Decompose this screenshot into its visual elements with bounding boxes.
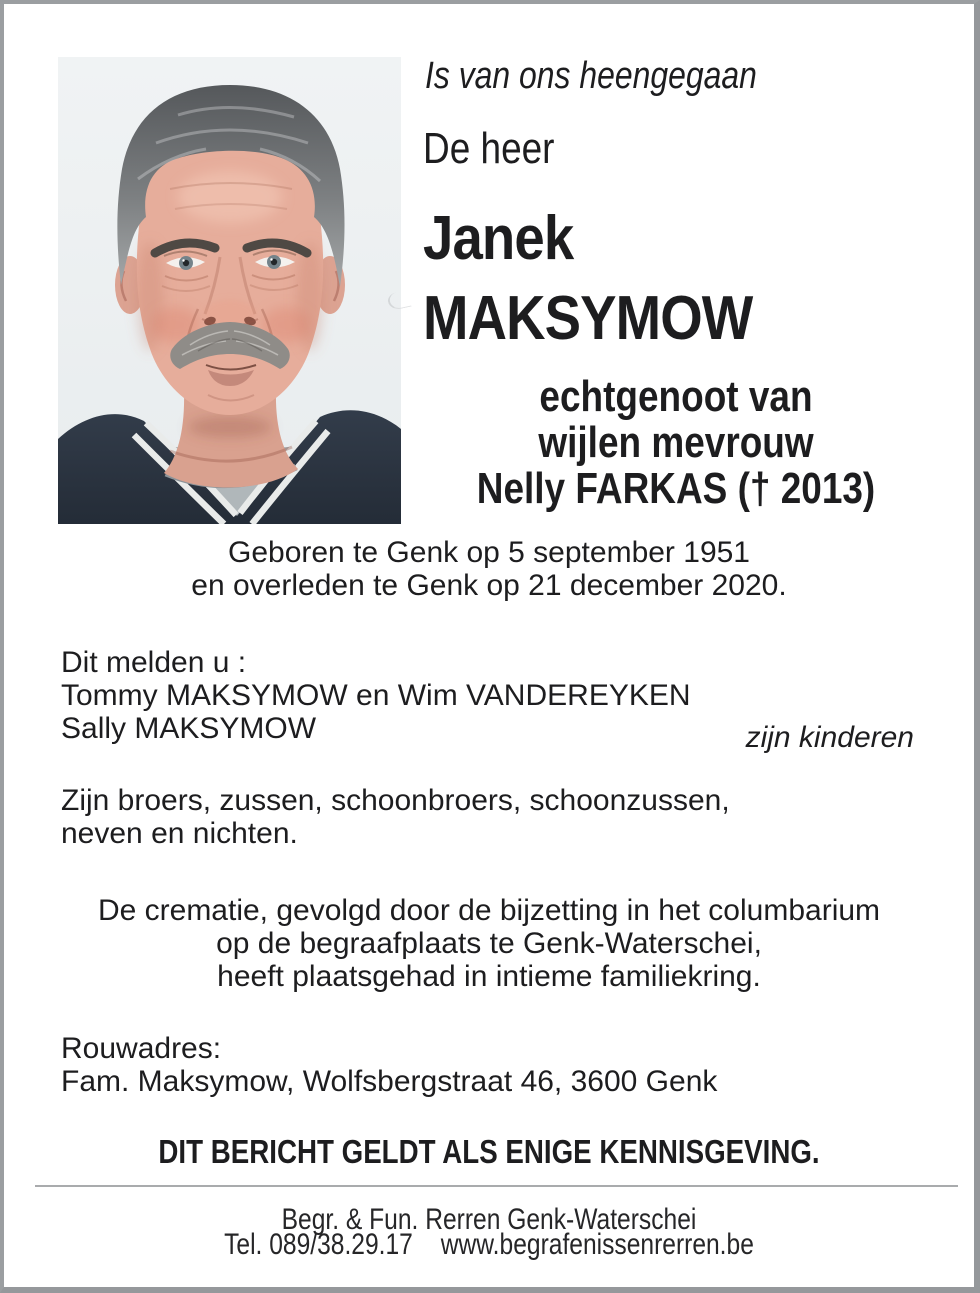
portrait-photo-drawing <box>58 57 401 524</box>
died-line: en overleden te Genk op 21 december 2020. <box>191 569 787 602</box>
deceased-name <box>423 199 752 359</box>
ceremony-line: De crematie, gevolgd door de bijzetting in het columbarium <box>97 894 881 927</box>
relatives-line: Zijn broers, zussen, schoonbroers, schoonzussen, <box>61 784 730 817</box>
life-dates <box>4 536 974 602</box>
footer <box>91 1203 886 1261</box>
funeral-home-name: Begr. & Fun. Rerren Genk-Waterschei <box>281 1203 697 1236</box>
announcement-line: Sally MAKSYMOW <box>61 712 317 745</box>
notice-line: DIT BERICHT GELDT ALS ENIGE KENNISGEVING. <box>158 1133 820 1170</box>
relation-label: zijn kinderen <box>745 721 914 754</box>
deceased-first-name: Janek <box>423 204 574 273</box>
opening-line: Is van ons heengegaan <box>425 55 757 97</box>
spouse-line: echtgenoot van <box>539 372 813 421</box>
footer-phone: Tel. 089/38.29.17 <box>224 1228 413 1261</box>
salutation: De heer <box>423 124 555 173</box>
portrait-photo <box>58 57 401 524</box>
spouse-line: Nelly FARKAS († 2013) <box>476 464 876 513</box>
footer-website: www.begrafenissenrerren.be <box>440 1228 754 1261</box>
footer-contact-line <box>91 1228 886 1261</box>
spouse-block <box>444 374 908 512</box>
mourning-address-label: Rouwadres: <box>61 1032 222 1065</box>
ceremony-line: op de begraafplaats te Genk-Waterschei, <box>216 927 762 960</box>
footer-divider <box>35 1185 958 1187</box>
announcement-intro: Dit melden u : <box>61 646 247 679</box>
ceremony-block <box>4 894 974 993</box>
mourning-address-value: Fam. Maksymow, Wolfsbergstraat 46, 3600 Genk <box>61 1065 718 1098</box>
relatives-line: neven en nichten. <box>61 817 298 850</box>
mourning-address-block <box>61 1032 717 1098</box>
announcement-line: Tommy MAKSYMOW en Wim VANDEREYKEN <box>61 679 691 712</box>
born-line: Geboren te Genk op 5 september 1951 <box>227 536 750 569</box>
deceased-last-name: MAKSYMOW <box>423 284 753 353</box>
spouse-line: wijlen mevrouw <box>538 418 814 467</box>
relatives-block <box>61 784 730 850</box>
ceremony-line: heeft plaatsgehad in intieme familiekring. <box>217 960 761 993</box>
